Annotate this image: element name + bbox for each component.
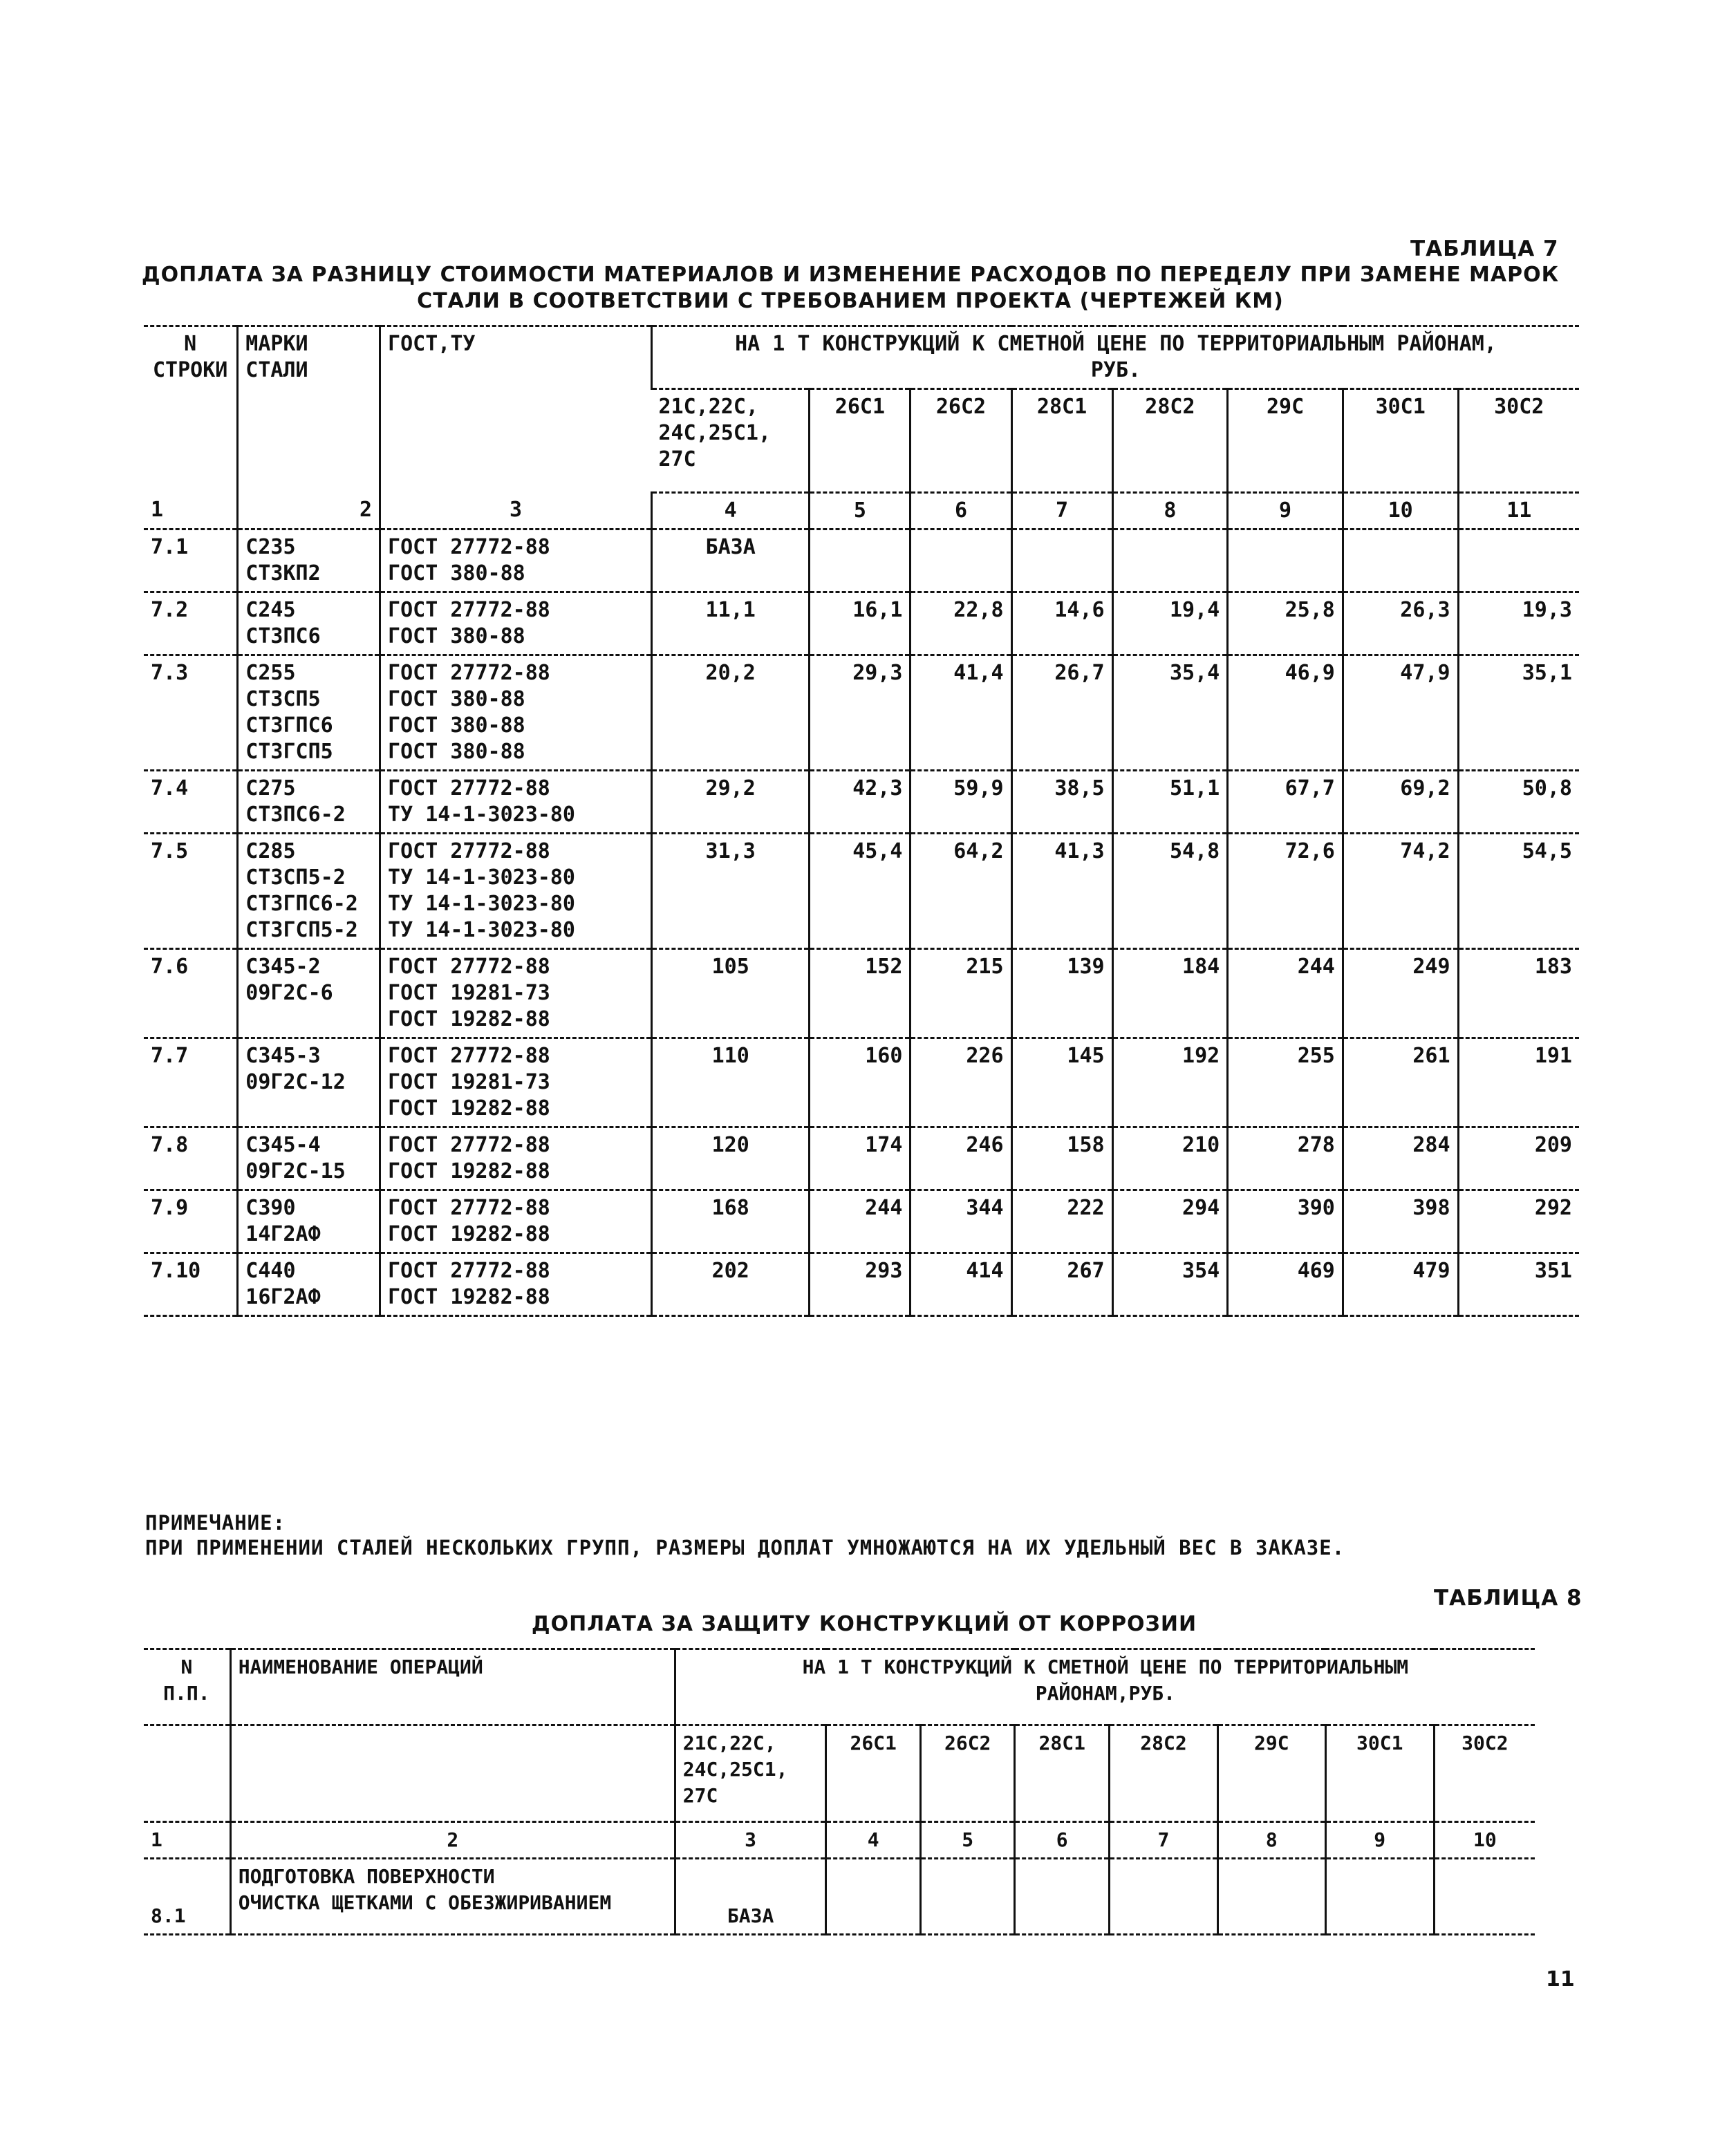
- header-region: 30С2: [1458, 389, 1579, 493]
- value-cell: 19,3: [1458, 592, 1579, 655]
- value-cell: 35,4: [1112, 655, 1228, 771]
- row-number: 7.9: [144, 1190, 238, 1253]
- t8-column-number-row: [144, 1822, 1535, 1859]
- value-cell: 191: [1458, 1038, 1579, 1127]
- t8-column-number: 8: [1217, 1822, 1325, 1859]
- table8-label: ТАБЛИЦА 8: [1434, 1586, 1582, 1611]
- t8-column-number: 7: [1109, 1822, 1217, 1859]
- value-cell: 14,6: [1011, 592, 1112, 655]
- value-cell: 354: [1112, 1253, 1228, 1316]
- row-number: 7.7: [144, 1038, 238, 1127]
- table7-body: [144, 529, 1579, 1316]
- value-cell: 47,9: [1343, 655, 1458, 771]
- t8-column-number: 4: [826, 1822, 921, 1859]
- value-cell: [1325, 1859, 1434, 1935]
- value-cell: 469: [1228, 1253, 1343, 1316]
- t8-header-region: 26С1: [826, 1725, 921, 1822]
- value-cell: 226: [910, 1038, 1011, 1127]
- value-cell: 183: [1458, 949, 1579, 1038]
- value-cell: 54,5: [1458, 834, 1579, 949]
- value-cell: 168: [651, 1190, 809, 1253]
- value-cell: 192: [1112, 1038, 1228, 1127]
- value-cell: 261: [1343, 1038, 1458, 1127]
- table-row: [144, 655, 1579, 771]
- column-number: 6: [910, 493, 1011, 529]
- row-number: 7.6: [144, 949, 238, 1038]
- row-number: 7.2: [144, 592, 238, 655]
- t8-column-number: 1: [144, 1822, 230, 1859]
- value-cell: 45,4: [810, 834, 910, 949]
- value-cell: 38,5: [1011, 771, 1112, 834]
- value-cell: [1015, 1859, 1110, 1935]
- t8-header-region: 28С1: [1015, 1725, 1110, 1822]
- value-cell: 244: [810, 1190, 910, 1253]
- t8-header-region: 30С2: [1434, 1725, 1535, 1822]
- value-cell: 210: [1112, 1127, 1228, 1190]
- value-cell: 72,6: [1228, 834, 1343, 949]
- row-number: 7.1: [144, 529, 238, 592]
- value-cell: 64,2: [910, 834, 1011, 949]
- gost-standard: ГОСТ 27772-88 ГОСТ 380-88: [380, 592, 652, 655]
- table7-title-line1: ДОПЛАТА ЗА РАЗНИЦУ СТОИМОСТИ МАТЕРИАЛОВ И ИЗМЕНЕНИЕ РАСХОДОВ ПО ПЕРЕДЕЛУ ПРИ ЗАМЕНЕ МАРОК: [141, 263, 1560, 287]
- table-row: [144, 949, 1579, 1038]
- value-cell: 20,2: [651, 655, 809, 771]
- operation-name: ПОДГОТОВКА ПОВЕРХНОСТИ ОЧИСТКА ЩЕТКАМИ С ОБЕЗЖИРИВАНИЕМ: [230, 1859, 675, 1935]
- steel-marks: С255 СТ3СП5 СТ3ГПС6 СТ3ГСП5: [238, 655, 380, 771]
- gost-standard: ГОСТ 27772-88 ТУ 14-1-3023-80: [380, 771, 652, 834]
- steel-marks: С440 16Г2АФ: [238, 1253, 380, 1316]
- header-steel-marks: МАРКИ СТАЛИ: [238, 326, 380, 493]
- value-cell: 25,8: [1228, 592, 1343, 655]
- row-number: 7.8: [144, 1127, 238, 1190]
- value-cell: 222: [1011, 1190, 1112, 1253]
- t8-header-region: 26С2: [920, 1725, 1015, 1822]
- value-cell: 390: [1228, 1190, 1343, 1253]
- value-cell: 293: [810, 1253, 910, 1316]
- t8-header-region: 29С: [1217, 1725, 1325, 1822]
- column-number: 9: [1228, 493, 1343, 529]
- value-cell: [910, 529, 1011, 592]
- value-cell: 29,2: [651, 771, 809, 834]
- table-row: [144, 834, 1579, 949]
- value-cell: 59,9: [910, 771, 1011, 834]
- header-regions-group: НА 1 Т КОНСТРУКЦИЙ К СМЕТНОЙ ЦЕНЕ ПО ТЕРРИТОРИАЛЬНЫМ РАЙОНАМ, РУБ.: [651, 326, 1579, 389]
- value-cell: [810, 529, 910, 592]
- column-number: 1: [144, 493, 238, 529]
- gost-standard: ГОСТ 27772-88 ГОСТ 380-88: [380, 529, 652, 592]
- gost-standard: ГОСТ 27772-88 ГОСТ 19282-88: [380, 1190, 652, 1253]
- value-cell: 120: [651, 1127, 809, 1190]
- value-cell: 267: [1011, 1253, 1112, 1316]
- value-cell: [1343, 529, 1458, 592]
- value-cell: 31,3: [651, 834, 809, 949]
- t8-column-number: 10: [1434, 1822, 1535, 1859]
- row-number: 7.10: [144, 1253, 238, 1316]
- value-cell: 41,4: [910, 655, 1011, 771]
- gost-standard: ГОСТ 27772-88 ГОСТ 380-88 ГОСТ 380-88 ГОСТ 380-88: [380, 655, 652, 771]
- header-region: 26С2: [910, 389, 1011, 493]
- value-cell: [1109, 1859, 1217, 1935]
- value-cell: 50,8: [1458, 771, 1579, 834]
- value-cell: 54,8: [1112, 834, 1228, 949]
- value-cell: [920, 1859, 1015, 1935]
- value-cell: 22,8: [910, 592, 1011, 655]
- column-number: 11: [1458, 493, 1579, 529]
- t8-column-number: 2: [230, 1822, 675, 1859]
- steel-marks: С345-2 09Г2С-6: [238, 949, 380, 1038]
- value-cell: [1011, 529, 1112, 592]
- steel-marks: С285 СТ3СП5-2 СТ3ГПС6-2 СТ3ГСП5-2: [238, 834, 380, 949]
- t8-header-number: N П.П.: [144, 1649, 230, 1725]
- table7-label: ТАБЛИЦА 7: [1410, 236, 1559, 261]
- value-cell: 184: [1112, 949, 1228, 1038]
- row-number: 7.4: [144, 771, 238, 834]
- t8-header-empty: [144, 1725, 230, 1822]
- column-number-row: [144, 493, 1579, 529]
- value-cell: 249: [1343, 949, 1458, 1038]
- value-cell: 145: [1011, 1038, 1112, 1127]
- value-cell: 414: [910, 1253, 1011, 1316]
- value-cell: [1217, 1859, 1325, 1935]
- header-region: 26С1: [810, 389, 910, 493]
- value-cell: 69,2: [1343, 771, 1458, 834]
- value-cell: 209: [1458, 1127, 1579, 1190]
- t8-column-number: 6: [1015, 1822, 1110, 1859]
- value-cell: 11,1: [651, 592, 809, 655]
- note-text: ПРИ ПРИМЕНЕНИИ СТАЛЕЙ НЕСКОЛЬКИХ ГРУПП, РАЗМЕРЫ ДОПЛАТ УМНОЖАЮТСЯ НА ИХ УДЕЛЬНЫЙ ВЕС В ЗАКАЗЕ.: [145, 1536, 1345, 1559]
- t8-column-number: 3: [675, 1822, 826, 1859]
- gost-standard: ГОСТ 27772-88 ТУ 14-1-3023-80 ТУ 14-1-3023-80 ТУ 14-1-3023-80: [380, 834, 652, 949]
- value-cell: 152: [810, 949, 910, 1038]
- value-cell: [1458, 529, 1579, 592]
- value-cell: 16,1: [810, 592, 910, 655]
- t8-column-number: 9: [1325, 1822, 1434, 1859]
- value-cell: 244: [1228, 949, 1343, 1038]
- gost-standard: ГОСТ 27772-88 ГОСТ 19282-88: [380, 1127, 652, 1190]
- t8-header-operations: НАИМЕНОВАНИЕ ОПЕРАЦИЙ: [230, 1649, 675, 1725]
- table-row: [144, 771, 1579, 834]
- value-cell: 35,1: [1458, 655, 1579, 771]
- row-number: 8.1: [144, 1859, 230, 1935]
- gost-standard: ГОСТ 27772-88 ГОСТ 19282-88: [380, 1253, 652, 1316]
- table8-title: ДОПЛАТА ЗА ЗАЩИТУ КОНСТРУКЦИЙ ОТ КОРРОЗИИ: [531, 1612, 1197, 1636]
- value-cell: 351: [1458, 1253, 1579, 1316]
- page-number: 11: [1546, 1967, 1575, 1991]
- value-cell: 215: [910, 949, 1011, 1038]
- steel-marks: С345-4 09Г2С-15: [238, 1127, 380, 1190]
- steel-marks: С345-3 09Г2С-12: [238, 1038, 380, 1127]
- value-cell: 26,3: [1343, 592, 1458, 655]
- table8: [144, 1648, 1535, 1935]
- t8-header-regions-group: НА 1 Т КОНСТРУКЦИЙ К СМЕТНОЙ ЦЕНЕ ПО ТЕРРИТОРИАЛЬНЫМ РАЙОНАМ,РУБ.: [675, 1649, 1535, 1725]
- table-row: [144, 1190, 1579, 1253]
- header-row-number: N СТРОКИ: [144, 326, 238, 493]
- value-cell: 67,7: [1228, 771, 1343, 834]
- table-row: [144, 1859, 1535, 1935]
- steel-marks: С275 СТ3ПС6-2: [238, 771, 380, 834]
- column-number: 2: [238, 493, 380, 529]
- note-title: ПРИМЕЧАНИЕ:: [145, 1511, 286, 1535]
- value-cell: 110: [651, 1038, 809, 1127]
- header-region: 29С: [1228, 389, 1343, 493]
- column-number: 8: [1112, 493, 1228, 529]
- value-cell: 160: [810, 1038, 910, 1127]
- value-cell: 479: [1343, 1253, 1458, 1316]
- t8-header-region: 30С1: [1325, 1725, 1434, 1822]
- table-row: [144, 592, 1579, 655]
- value-cell: [1434, 1859, 1535, 1935]
- t8-header-region: 28С2: [1109, 1725, 1217, 1822]
- t8-column-number: 5: [920, 1822, 1015, 1859]
- table-row: [144, 1253, 1579, 1316]
- value-cell: 202: [651, 1253, 809, 1316]
- value-cell: 292: [1458, 1190, 1579, 1253]
- value-cell: 29,3: [810, 655, 910, 771]
- value-cell: 174: [810, 1127, 910, 1190]
- header-region: 30С1: [1343, 389, 1458, 493]
- column-number: 10: [1343, 493, 1458, 529]
- table-row: [144, 1127, 1579, 1190]
- column-number: 4: [651, 493, 809, 529]
- value-cell: 41,3: [1011, 834, 1112, 949]
- value-cell: 284: [1343, 1127, 1458, 1190]
- value-cell: 278: [1228, 1127, 1343, 1190]
- value-cell: 139: [1011, 949, 1112, 1038]
- value-cell: 26,7: [1011, 655, 1112, 771]
- value-cell: 246: [910, 1127, 1011, 1190]
- value-cell: 255: [1228, 1038, 1343, 1127]
- value-cell: 105: [651, 949, 809, 1038]
- value-cell: 42,3: [810, 771, 910, 834]
- table7-title-line2: СТАЛИ В СООТВЕТСТВИИ С ТРЕБОВАНИЕМ ПРОЕКТА (ЧЕРТЕЖЕЙ КМ): [417, 289, 1284, 313]
- header-region: 21С,22С, 24С,25С1, 27С: [651, 389, 809, 493]
- value-cell: 19,4: [1112, 592, 1228, 655]
- value-cell: БАЗА: [675, 1859, 826, 1935]
- t8-header-empty: [230, 1725, 675, 1822]
- steel-marks: С235 СТ3КП2: [238, 529, 380, 592]
- table7: [144, 325, 1579, 1317]
- gost-standard: ГОСТ 27772-88 ГОСТ 19281-73 ГОСТ 19282-88: [380, 1038, 652, 1127]
- row-number: 7.3: [144, 655, 238, 771]
- column-number: 7: [1011, 493, 1112, 529]
- value-cell: 51,1: [1112, 771, 1228, 834]
- column-number: 5: [810, 493, 910, 529]
- value-cell: [1112, 529, 1228, 592]
- gost-standard: ГОСТ 27772-88 ГОСТ 19281-73 ГОСТ 19282-88: [380, 949, 652, 1038]
- value-cell: [826, 1859, 921, 1935]
- value-cell: [1228, 529, 1343, 592]
- value-cell: 294: [1112, 1190, 1228, 1253]
- value-cell: 46,9: [1228, 655, 1343, 771]
- value-cell: 398: [1343, 1190, 1458, 1253]
- t8-header-region: 21С,22С, 24С,25С1, 27С: [675, 1725, 826, 1822]
- row-number: 7.5: [144, 834, 238, 949]
- header-region: 28С2: [1112, 389, 1228, 493]
- value-cell: 158: [1011, 1127, 1112, 1190]
- value-cell: 74,2: [1343, 834, 1458, 949]
- steel-marks: С390 14Г2АФ: [238, 1190, 380, 1253]
- value-cell: БАЗА: [651, 529, 809, 592]
- table-row: [144, 529, 1579, 592]
- header-gost: ГОСТ,ТУ: [380, 326, 652, 493]
- steel-marks: С245 СТ3ПС6: [238, 592, 380, 655]
- value-cell: 344: [910, 1190, 1011, 1253]
- header-region: 28С1: [1011, 389, 1112, 493]
- column-number: 3: [380, 493, 652, 529]
- table-row: [144, 1038, 1579, 1127]
